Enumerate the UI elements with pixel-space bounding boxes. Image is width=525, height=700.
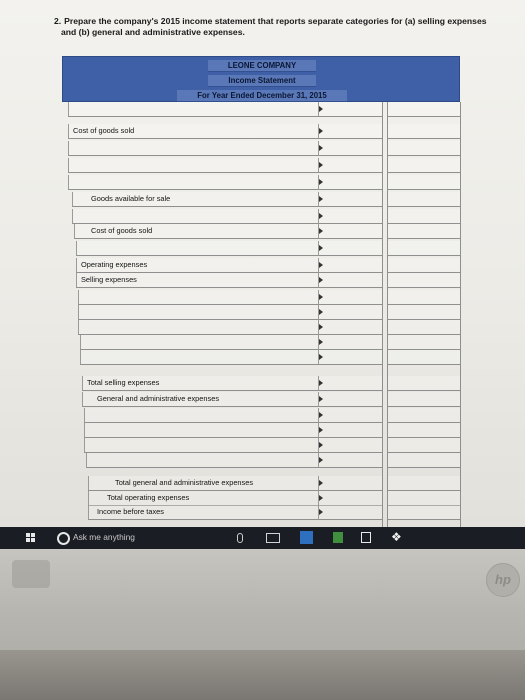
- dropdown-marker-icon[interactable]: [319, 162, 323, 168]
- row-label: Total general and administrative expenses: [115, 478, 254, 487]
- amount-cell[interactable]: [318, 438, 382, 453]
- statement-row[interactable]: [88, 505, 318, 520]
- statement-table: [62, 102, 460, 527]
- row-label: Income before taxes: [97, 507, 164, 516]
- total-cell[interactable]: [387, 258, 460, 273]
- amount-cell[interactable]: [318, 290, 382, 305]
- bezel-reflection: [12, 560, 50, 588]
- total-cell[interactable]: [387, 209, 460, 224]
- statement-row[interactable]: [80, 350, 318, 365]
- total-cell[interactable]: [387, 505, 460, 520]
- amount-cell[interactable]: [318, 392, 382, 407]
- hp-logo: hp: [486, 563, 520, 597]
- dropdown-marker-icon[interactable]: [319, 213, 323, 219]
- statement-row[interactable]: [80, 335, 318, 350]
- total-cell[interactable]: [387, 408, 460, 423]
- column-divider: [460, 102, 461, 527]
- amount-cell[interactable]: [318, 305, 382, 320]
- dropdown-marker-icon[interactable]: [319, 495, 323, 501]
- statement-row[interactable]: [68, 141, 318, 156]
- row-label: Operating expenses: [81, 260, 148, 269]
- app-green-icon[interactable]: [333, 532, 343, 543]
- desk-area: [0, 650, 525, 700]
- total-cell[interactable]: [387, 350, 460, 365]
- amount-cell[interactable]: [318, 175, 382, 190]
- amount-cell[interactable]: [318, 102, 382, 117]
- statement-row[interactable]: [76, 258, 318, 273]
- statement-row[interactable]: [84, 423, 318, 438]
- total-cell[interactable]: [387, 305, 460, 320]
- column-divider: [382, 102, 383, 527]
- amount-cell[interactable]: [318, 258, 382, 273]
- statement-row[interactable]: [68, 175, 318, 190]
- statement-row[interactable]: [76, 273, 318, 288]
- cortana-search-icon[interactable]: [57, 532, 70, 545]
- amount-cell[interactable]: [318, 505, 382, 520]
- row-label: Cost of goods sold: [73, 126, 135, 135]
- dropdown-marker-icon[interactable]: [319, 339, 323, 345]
- statement-row[interactable]: [88, 491, 318, 506]
- total-cell[interactable]: [387, 476, 460, 491]
- row-label: General and administrative expenses: [97, 394, 220, 403]
- statement-row[interactable]: [76, 241, 318, 256]
- dropdown-marker-icon[interactable]: [319, 179, 323, 185]
- amount-cell[interactable]: [318, 209, 382, 224]
- statement-row[interactable]: [68, 158, 318, 173]
- amount-cell[interactable]: [318, 224, 382, 239]
- amount-cell[interactable]: [318, 320, 382, 335]
- dropdown-marker-icon[interactable]: [319, 480, 323, 486]
- total-cell[interactable]: [387, 453, 460, 468]
- windows-taskbar: [0, 527, 525, 549]
- statement-row[interactable]: [88, 476, 318, 491]
- amount-cell[interactable]: [318, 141, 382, 156]
- amount-cell[interactable]: [318, 350, 382, 365]
- dropdown-marker-icon[interactable]: [319, 294, 323, 300]
- dropdown-marker-icon[interactable]: [319, 309, 323, 315]
- statement-row[interactable]: [78, 305, 318, 320]
- amount-cell[interactable]: [318, 335, 382, 350]
- dropdown-marker-icon[interactable]: [319, 128, 323, 134]
- dropdown-marker-icon[interactable]: [319, 354, 323, 360]
- question-line-2: and (b) general and administrative expenses.: [61, 27, 245, 37]
- row-label: Cost of goods sold: [91, 226, 153, 235]
- row-label: Selling expenses: [81, 275, 137, 284]
- statement-row[interactable]: [84, 438, 318, 453]
- total-cell[interactable]: [387, 192, 460, 207]
- amount-cell[interactable]: [318, 158, 382, 173]
- statement-row[interactable]: [72, 192, 318, 207]
- row-label: Total operating expenses: [107, 493, 190, 502]
- dropdown-marker-icon[interactable]: [319, 196, 323, 202]
- total-cell[interactable]: [387, 491, 460, 506]
- company-name-field[interactable]: LEONE COMPANY: [208, 60, 316, 72]
- store-icon[interactable]: [361, 532, 371, 543]
- statement-header: [62, 56, 460, 102]
- statement-row[interactable]: [72, 209, 318, 224]
- question-number: 2.: [54, 16, 62, 26]
- dropdown-marker-icon[interactable]: [319, 277, 323, 283]
- dropdown-marker-icon[interactable]: [319, 324, 323, 330]
- total-cell[interactable]: [387, 335, 460, 350]
- windows-start-icon[interactable]: [26, 533, 36, 543]
- total-cell[interactable]: [387, 423, 460, 438]
- amount-cell[interactable]: [318, 423, 382, 438]
- amount-cell[interactable]: [318, 124, 382, 139]
- dropdown-marker-icon[interactable]: [319, 106, 323, 112]
- total-cell[interactable]: [387, 224, 460, 239]
- amount-cell[interactable]: [318, 192, 382, 207]
- app-blue-icon[interactable]: [300, 531, 313, 544]
- amount-cell[interactable]: [318, 273, 382, 288]
- total-cell[interactable]: [387, 320, 460, 335]
- dropdown-marker-icon[interactable]: [319, 509, 323, 515]
- total-cell[interactable]: [387, 273, 460, 288]
- statement-row[interactable]: [68, 102, 318, 117]
- row-label: Total selling expenses: [87, 378, 160, 387]
- total-cell[interactable]: [387, 438, 460, 453]
- amount-cell[interactable]: [318, 241, 382, 256]
- amount-cell[interactable]: [318, 453, 382, 468]
- total-cell[interactable]: [387, 158, 460, 173]
- dropdown-marker-icon[interactable]: [319, 380, 323, 386]
- row-label: Goods available for sale: [91, 194, 171, 203]
- dropbox-icon[interactable]: ❖: [391, 530, 402, 544]
- statement-row[interactable]: [82, 376, 318, 391]
- total-cell[interactable]: [387, 392, 460, 407]
- statement-row[interactable]: [74, 224, 318, 239]
- total-cell[interactable]: [387, 241, 460, 256]
- microphone-icon[interactable]: [237, 533, 243, 543]
- question-text: [54, 16, 504, 38]
- total-cell[interactable]: [387, 175, 460, 190]
- amount-cell[interactable]: [318, 491, 382, 506]
- dropdown-marker-icon[interactable]: [319, 262, 323, 268]
- dropdown-marker-icon[interactable]: [319, 245, 323, 251]
- question-line-1: Prepare the company's 2015 income statement that reports separate categories for (a) selling expenses: [64, 16, 487, 26]
- dropdown-marker-icon[interactable]: [319, 396, 323, 402]
- statement-row[interactable]: [68, 124, 318, 139]
- amount-cell[interactable]: [318, 476, 382, 491]
- total-cell[interactable]: [387, 376, 460, 391]
- total-cell[interactable]: [387, 124, 460, 139]
- total-cell[interactable]: [387, 290, 460, 305]
- statement-row[interactable]: [86, 453, 318, 468]
- statement-row[interactable]: [82, 392, 318, 407]
- total-cell[interactable]: [387, 102, 460, 117]
- amount-cell[interactable]: [318, 408, 382, 423]
- dropdown-marker-icon[interactable]: [319, 412, 323, 418]
- statement-title-field[interactable]: Income Statement: [208, 75, 315, 87]
- statement-row[interactable]: [78, 290, 318, 305]
- dropdown-marker-icon[interactable]: [319, 457, 323, 463]
- statement-row[interactable]: [78, 320, 318, 335]
- dropdown-marker-icon[interactable]: [319, 427, 323, 433]
- dropdown-marker-icon[interactable]: [319, 145, 323, 151]
- statement-period-field[interactable]: For Year Ended December 31, 2015: [177, 90, 346, 102]
- task-view-icon[interactable]: [266, 533, 280, 543]
- taskbar-search-input[interactable]: Ask me anything: [73, 532, 135, 542]
- amount-cell[interactable]: [318, 376, 382, 391]
- total-cell[interactable]: [387, 141, 460, 156]
- dropdown-marker-icon[interactable]: [319, 442, 323, 448]
- dropdown-marker-icon[interactable]: [319, 228, 323, 234]
- statement-row[interactable]: [84, 408, 318, 423]
- column-divider: [387, 102, 388, 527]
